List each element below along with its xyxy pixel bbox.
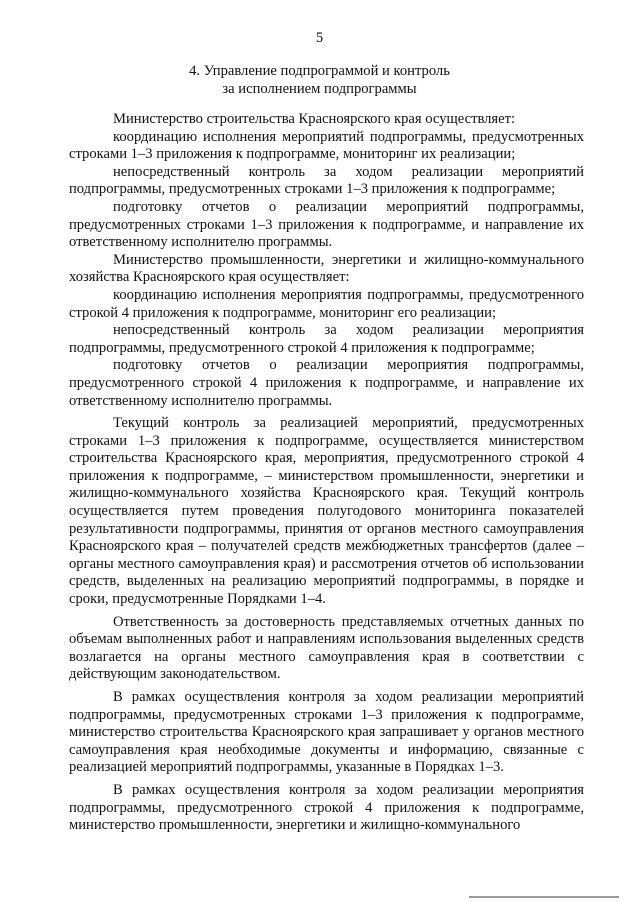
section-title-line-2: за исполнением подпрограммы <box>222 81 417 97</box>
paragraph: Министерство промышленности, энергетики и жилищно-коммунального хозяйства Красноярского края осуществляет: <box>69 251 584 286</box>
paragraph: Ответственность за достоверность представляемых отчетных данных по объемам выполненных работ и направлениям использования выделенных средств возлагается на органы местного самоуправления края в соответствии с действующим законодательством. <box>69 613 584 683</box>
scan-edge-line <box>469 896 619 898</box>
paragraph: координацию исполнения мероприятия подпрограммы, предусмотренного строкой 4 приложения к подпрограмме, мониторинг его реализации; <box>69 286 584 321</box>
section-heading <box>60 62 579 98</box>
paragraph: координацию исполнения мероприятий подпрограммы, предусмотренных строками 1–3 приложения к подпрограмме, мониторинг их реализации; <box>69 128 584 163</box>
paragraph: Министерство строительства Красноярского края осуществляет: <box>113 111 516 127</box>
paragraph: Текущий контроль за реализацией мероприятий, предусмотренных строками 1–3 приложения к подпрограмме, осуществляется министерством строительства Красноярского края, мероприятия, предусмотренного строкой 4 приложения к подпрограмме, – министерством промышленности, энергетики и жилищно-коммунального хозяйства Красноярского края. Текущий контроль осуществляется путем проведения полугодового мониторинга показателей результативности подпрограммы, принятия от органов местного самоуправления Красноярского края – получателей средств межбюджетных трансфертов (далее – органы местного самоуправления края) и рассмотрения отчетов об использовании средств, выделенных на реализацию мероприятий подпрограммы, в порядке и сроки, предусмотренные Порядками 1–4. <box>69 415 584 608</box>
document-body <box>69 111 584 835</box>
paragraph: В рамках осуществления контроля за ходом реализации мероприятия подпрограммы, предусмотренного строкой 4 приложения к подпрограмме, министерство промышленности, энергетики и жилищно-коммунального <box>69 781 584 834</box>
paragraph: подготовку отчетов о реализации мероприятий подпрограммы, предусмотренных строками 1–3 приложения к подпрограмме, и направление их ответственному исполнителю программы. <box>69 198 584 251</box>
section-title-line-1: 4. Управление подпрограммой и контроль <box>189 63 450 79</box>
paragraph: непосредственный контроль за ходом реализации мероприятия подпрограммы, предусмотренного строкой 4 приложения к подпрограмме; <box>69 322 584 356</box>
paragraph: подготовку отчетов о реализации мероприятия подпрограммы, предусмотренного строкой 4 приложения к подпрограмме, и направление их ответственному исполнителю программы. <box>69 357 584 409</box>
page-number: 5 <box>315 30 324 46</box>
paragraph: В рамках осуществления контроля за ходом реализации мероприятий подпрограммы, предусмотренных строками 1–3 приложения к подпрограмме, министерство строительства Красноярского края запрашивает у органов местного самоуправления края необходимые документы и информацию, связанные с реализацией мероприятий подпрограммы, указанные в Порядках 1–3. <box>69 689 584 776</box>
paragraph: непосредственный контроль за ходом реализации мероприятий подпрограммы, предусмотренных строками 1–3 приложения к подпрограмме; <box>69 163 584 198</box>
